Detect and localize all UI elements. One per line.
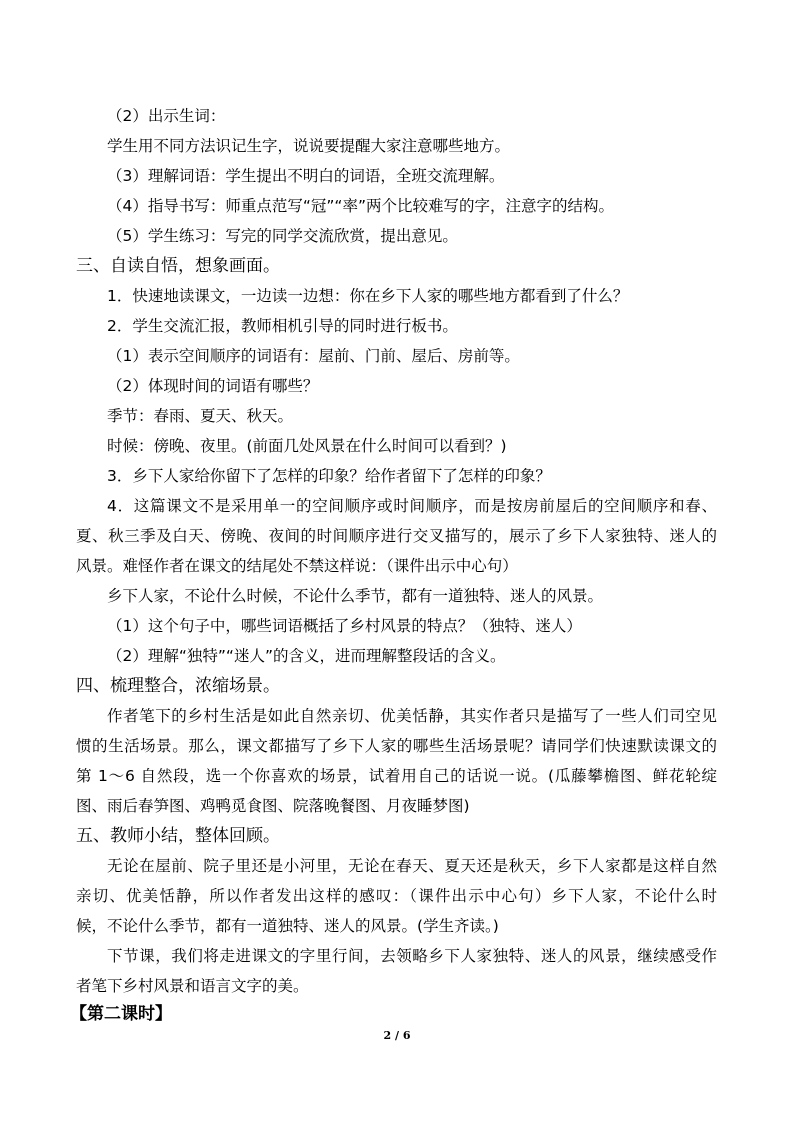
text-line: 乡下人家，不论什么时候，不论什么季节，都有一道独特、迷人的风景。	[107, 587, 604, 605]
text-line: 风景。难怪作者在课文的结尾处不禁这样说：（课件出示中心句）	[76, 557, 518, 575]
text-line: 亲切、优美恬静，所以作者发出这样的感叹：（课件出示中心句）乡下人家，不论什么时	[76, 887, 717, 905]
text-line: 图、雨后春笋图、鸡鸭觅食图、院落晚餐图、月夜睡梦图)	[76, 797, 470, 815]
text-line: 下节课，我们将走进课文的字里行间，去领略乡下人家独特、迷人的风景，继续感受作	[107, 947, 717, 965]
lesson-heading: 【第二课时】	[70, 1004, 172, 1024]
text-line: 1．快速地读课文，一边读一边想：你在乡下人家的哪些地方都看到了什么？	[107, 287, 629, 305]
page-number: 2 / 6	[383, 1029, 411, 1042]
text-line: 无论在屋前、院子里还是小河里，无论在春天、夏天还是秋天，乡下人家都是这样自然	[107, 857, 717, 875]
text-line: （1）这个句子中，哪些词语概括了乡村风景的特点？（独特、迷人）	[107, 617, 582, 635]
text-line: （4）指导书写：师重点范写“冠”“率”两个比较难写的字，注意字的结构。	[107, 197, 614, 215]
text-line: 惯的生活场景。那么，课文都描写了乡下人家的哪些生活场景呢？请同学们快速默读课文的	[76, 737, 717, 755]
section-heading: 三、自读自悟，想象画面。	[76, 256, 280, 276]
text-line: （2）理解“独特”“迷人”的含义，进而理解整段话的含义。	[107, 647, 506, 665]
text-line: （3）理解词语：学生提出不明白的词语，全班交流理解。	[107, 167, 505, 185]
text-line: 2．学生交流汇报，教师相机引导的同时进行板书。	[107, 317, 458, 335]
section-heading: 五、教师小结，整体回顾。	[76, 826, 280, 846]
text-line: 第 1～6 自然段，选一个你喜欢的场景，试着用自己的话说一说。(瓜藤攀檐图、鲜花轮绽	[76, 767, 717, 785]
text-line: （1）表示空间顺序的词语有：屋前、门前、屋后、房前等。	[107, 347, 520, 365]
text-line: 学生用不同方法识记生字，说说要提醒大家注意哪些地方。	[107, 137, 511, 155]
text-line: 夏、秋三季及白天、傍晚、夜间的时间顺序进行交叉描写的，展示了乡下人家独特、迷人的	[76, 527, 717, 545]
section-heading: 四、梳理整合，浓缩场景。	[76, 676, 280, 696]
text-line: 4．这篇课文不是采用单一的空间顺序或时间顺序，而是按房前屋后的空间顺序和春、	[107, 497, 717, 515]
text-line: 3．乡下人家给你留下了怎样的印象？给作者留下了怎样的印象？	[107, 467, 551, 485]
text-line: 候，不论什么季节，都有一道独特、迷人的风景。(学生齐读。)	[76, 917, 499, 935]
text-line: 者笔下乡村风景和语言文字的美。	[76, 977, 309, 995]
text-line: 时候：傍晚、夜里。(前面几处风景在什么时间可以看到？)	[107, 437, 507, 455]
text-line: （2）体现时间的词语有哪些？	[107, 377, 319, 395]
text-line: 作者笔下的乡村生活是如此自然亲切、优美恬静，其实作者只是描写了一些人们司空见	[107, 707, 717, 725]
text-line: （2）出示生词：	[107, 107, 226, 125]
text-line: 季节：春雨、夏天、秋天。	[107, 407, 294, 425]
text-line: （5）学生练习：写完的同学交流欣赏，提出意见。	[107, 227, 458, 245]
